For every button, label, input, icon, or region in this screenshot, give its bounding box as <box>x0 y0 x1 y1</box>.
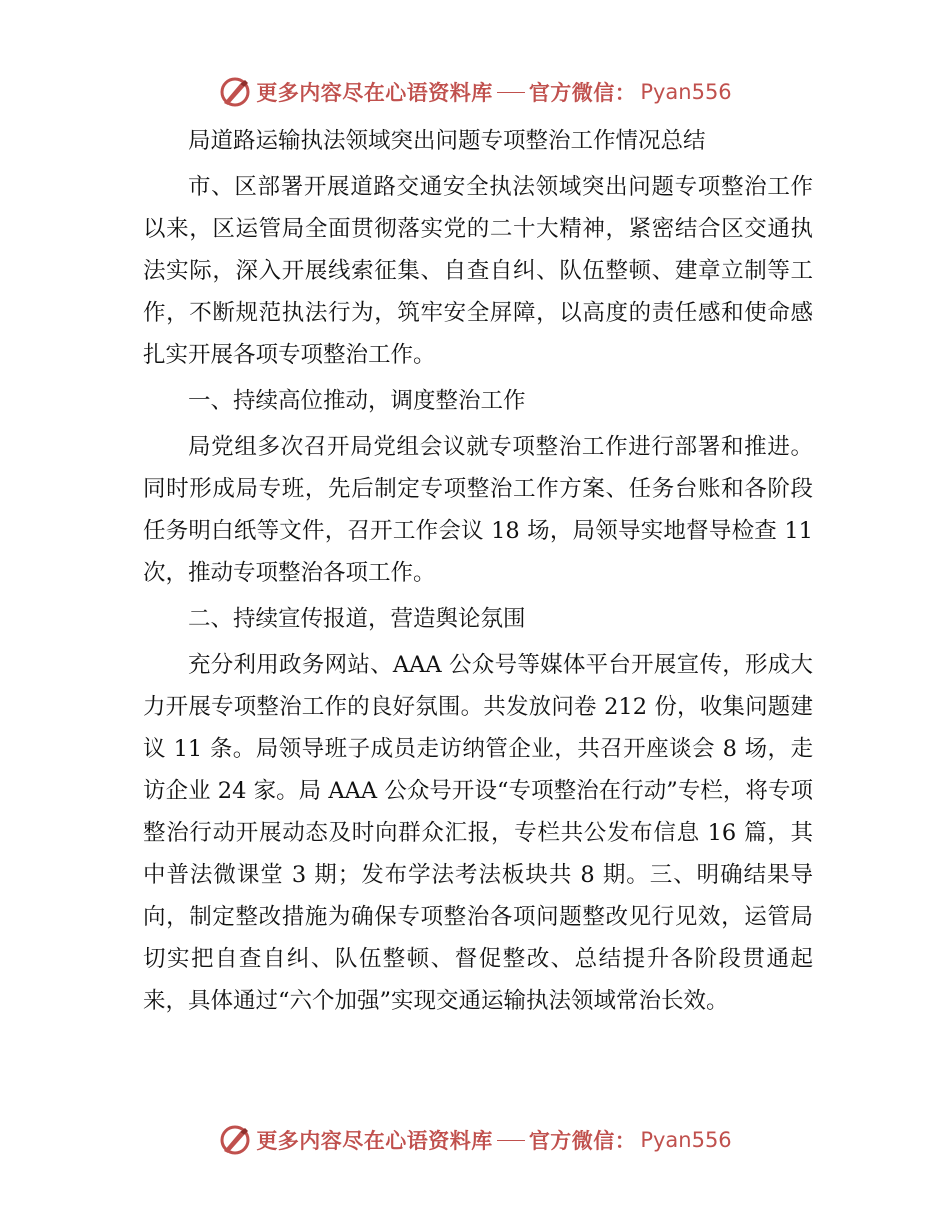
section1-paragraph: 局党组多次召开局党组会议就专项整治工作进行部署和推进。同时形成局专班，先后制定专项整治工作方案、任务台账和各阶段任务明白纸等文件，召开工作会议 18 场，局领导实地督导检查 11 次，推动专项整治各项工作。 <box>143 434 813 586</box>
pen-logo-icon <box>218 75 252 109</box>
banner-wechat-id: Pyan556 <box>640 80 732 104</box>
section2-paragraph: 充分利用政务网站、AAA 公众号等媒体平台开展宣传，形成大力开展专项整治工作的良好氛围。共发放问卷 212 份，收集问题建议 11 条。局领导班子成员走访纳管企业，共召开座谈会 8 场，走访企业 24 家。局 AAA 公众号开设“专项整治在行动”专栏，将专项整治行动开展动态及时向群众汇报，专栏共公发布信息 16 篇，其中普法微课堂 3 期；发布学法考法板块共 8 期。三、明确结果导向，制定整改措施为确保专项整治各项问题整改见行见效，运管局切实把自查自纠、队伍整顿、督促整改、总结提升各阶段贯通起来，具体通过“六个加强”实现交通运输执法领域常治长效。 <box>143 652 813 1014</box>
banner-dash <box>497 1140 525 1141</box>
document-title: 局道路运输执法领域突出问题专项整治工作情况总结 <box>188 128 706 154</box>
header-banner <box>0 72 950 112</box>
banner-wechat-label: 官方微信： <box>528 81 637 105</box>
intro-paragraph: 市、区部署开展道路交通安全执法领域突出问题专项整治工作以来，区运管局全面贯彻落实党的二十大精神，紧密结合区交通执法实际，深入开展线索征集、自查自纠、队伍整顿、建章立制等工作，不断规范执法行为，筑牢安全屏障，以高度的责任感和使命感扎实开展各项专项整治工作。 <box>143 174 813 368</box>
footer-banner <box>0 1120 950 1160</box>
section1-heading: 一、持续高位推动，调度整治工作 <box>188 388 526 414</box>
section2-heading: 二、持续宣传报道，营造舆论氛围 <box>188 606 526 632</box>
banner-slogan: 更多内容尽在心语资料库 <box>256 1129 493 1153</box>
banner-wechat-id: Pyan556 <box>640 1128 732 1152</box>
banner-wechat-label: 官方微信： <box>528 1129 637 1153</box>
document-body <box>143 120 813 1022</box>
banner-slogan: 更多内容尽在心语资料库 <box>256 81 493 105</box>
banner-dash <box>497 92 525 93</box>
pen-logo-icon <box>218 1123 252 1157</box>
